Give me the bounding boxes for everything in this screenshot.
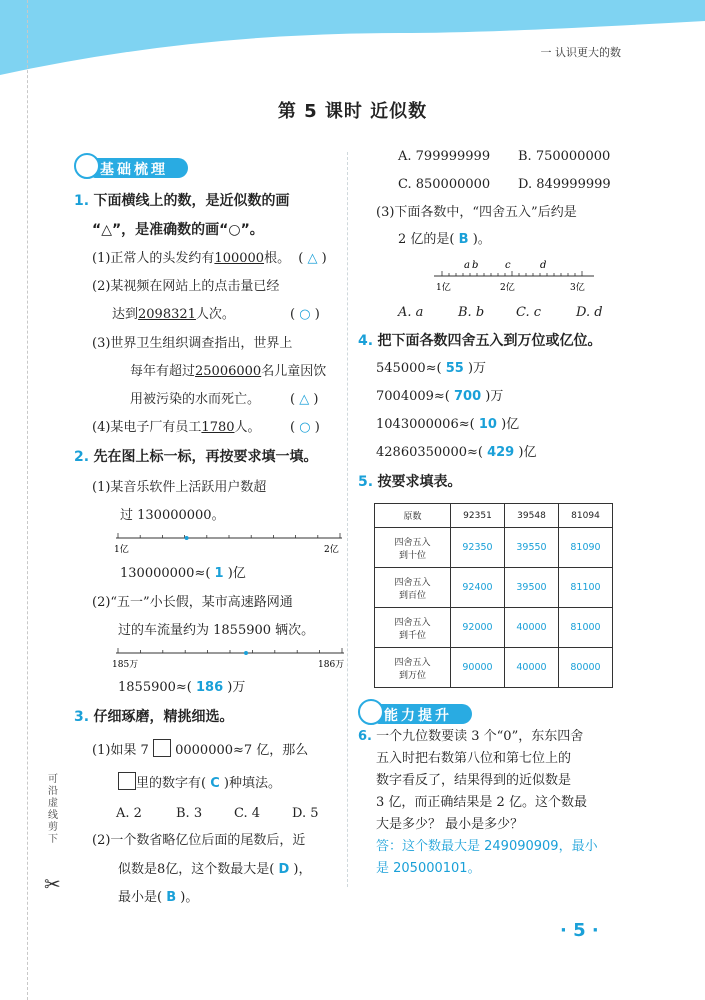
table-cell: 92000 <box>451 608 505 648</box>
row-label: 四舍五入 到万位 <box>375 648 451 688</box>
cut-instruction: 可沿虚线剪下 <box>48 774 58 845</box>
question-stem: 按要求填表。 <box>377 474 462 490</box>
question-text: 一个九位数要读 3 个“0”，东东四舍 <box>376 729 584 744</box>
answer: 10 <box>478 417 497 432</box>
option: A. a <box>398 305 424 320</box>
option: D. 849999999 <box>518 177 611 192</box>
question-stem: 把下面各数四舍五入到万位或亿位。 <box>377 333 602 349</box>
option: B. 750000000 <box>518 149 611 164</box>
answer-line: 1855900≈( 186 )万 <box>118 680 246 695</box>
table-header: 原数 <box>375 504 451 528</box>
sub-question: 过的车流量约为 1855900 辆次。 <box>118 623 315 638</box>
page-title: 第 5 课时 近似数 <box>277 101 428 122</box>
blank-box <box>153 739 171 757</box>
question-text: 五入时把右数第八位和第七位上的 <box>376 751 572 766</box>
option: A. 2 <box>116 806 142 821</box>
answer: ○ <box>299 420 311 435</box>
cut-line <box>27 0 28 1000</box>
question-number: 2. <box>74 449 90 465</box>
sub-question: (1)正常人的头发约有100000根。 ( △ ) <box>92 251 327 266</box>
nl-label: 3亿 <box>570 283 585 293</box>
answer-line: 545000≈( 55 )万 <box>376 361 487 376</box>
answer: ○ <box>299 307 311 322</box>
sub-question: 达到2098321人次。 ( ○ ) <box>112 307 320 322</box>
sub-question: (2)一个数省略亿位后面的尾数后，近 <box>92 833 306 848</box>
page-number: · 5 · <box>560 920 599 941</box>
table-row <box>375 528 613 568</box>
nl-label: 2亿 <box>500 283 515 293</box>
blank-box <box>118 772 136 790</box>
answer: B <box>166 890 177 905</box>
sub-question: (3)下面各数中，“四舍五入”后约是 <box>376 205 577 220</box>
question-number: 5. <box>358 474 374 490</box>
sub-question: 用被污染的水而死亡。 ( △ ) <box>130 392 319 407</box>
sub-question: (2)“五一”小长假，某市高速路网通 <box>92 595 293 610</box>
chapter-label: 一 认识更大的数 <box>540 46 621 59</box>
point-c: c <box>505 260 511 271</box>
sub-question: 似数是8亿，这个数最大是( D )， <box>118 862 312 877</box>
answer-text: 是 205000101。 <box>376 861 481 876</box>
table-row <box>375 568 613 608</box>
nl-label-right: 2亿 <box>324 545 339 554</box>
table-cell: 39500 <box>505 568 559 608</box>
table-cell: 81100 <box>559 568 613 608</box>
question-stem: 先在图上标一标，再按要求填一填。 <box>93 449 318 465</box>
question-text: 3 亿，而正确结果是 2 亿。这个数最 <box>376 795 587 810</box>
question-text: 大是多少？ 最小是多少？ <box>376 817 524 832</box>
answer: 186 <box>196 680 224 695</box>
section-badge-ability: 能力提升 <box>358 702 478 724</box>
number-line-1 <box>112 530 348 554</box>
table-header: 81094 <box>559 504 613 528</box>
answer-line: 1043000006≈( 10 )亿 <box>376 417 520 432</box>
answer: B <box>458 232 469 247</box>
section-badge-basic: 基础梳理 <box>74 156 194 178</box>
answer-text: 答：这个数最大是 249090909，最小 <box>376 839 598 854</box>
option: B. b <box>458 305 485 320</box>
table-cell: 40000 <box>505 608 559 648</box>
table-cell: 81000 <box>559 608 613 648</box>
option: C. 4 <box>234 806 261 821</box>
table-header: 92351 <box>451 504 505 528</box>
sub-question: (2)某视频在网站上的点击量已经 <box>92 279 280 294</box>
answer: 429 <box>487 445 515 460</box>
option: C. 850000000 <box>398 177 491 192</box>
answer-line: 42860350000≈( 429 )亿 <box>376 445 537 460</box>
sub-question: 每年有超过25006000名儿童因饮 <box>130 364 327 379</box>
answer: D <box>278 862 290 877</box>
sub-question: 里的数字有( C )种填法。 <box>118 772 281 793</box>
row-label: 四舍五入 到十位 <box>375 528 451 568</box>
sub-question: 2 亿的是( B )。 <box>398 232 491 247</box>
question-stem: 下面横线上的数，是近似数的画 <box>93 193 290 209</box>
answer: △ <box>307 251 318 266</box>
answer: 700 <box>454 389 482 404</box>
sub-question: (1)如果 7 0000000≈7 亿，那么 <box>92 739 308 760</box>
table-cell: 81090 <box>559 528 613 568</box>
question-number: 3. <box>74 709 90 725</box>
number-line-2 <box>112 645 352 669</box>
sub-question: 最小是( B )。 <box>118 890 199 905</box>
nl-label-right: 186万 <box>318 660 345 669</box>
marked-point <box>185 536 189 540</box>
table-cell: 40000 <box>505 648 559 688</box>
table-cell: 92350 <box>451 528 505 568</box>
table-cell: 80000 <box>559 648 613 688</box>
clock-icon <box>74 153 100 179</box>
row-label: 四舍五入 到千位 <box>375 608 451 648</box>
option: A. 799999999 <box>398 149 491 164</box>
sub-question: (4)某电子厂有员工1780人。 ( ○ ) <box>92 420 320 435</box>
question-number: 6. <box>358 729 372 744</box>
question-number: 4. <box>358 333 374 349</box>
option: B. 3 <box>176 806 203 821</box>
rounding-table <box>374 503 613 688</box>
scissors-icon: ✂ <box>44 872 61 896</box>
option: C. c <box>516 305 542 320</box>
sub-question: (3)世界卫生组织调查指出，世界上 <box>92 336 293 351</box>
answer: C <box>210 776 220 791</box>
question-number: 1. <box>74 193 90 209</box>
table-cell: 39550 <box>505 528 559 568</box>
table-row <box>375 648 613 688</box>
table-cell: 92400 <box>451 568 505 608</box>
answer-line: 130000000≈( 1 )亿 <box>120 566 246 581</box>
point-b: b <box>472 260 479 271</box>
marked-point <box>244 651 248 655</box>
clock-icon <box>358 699 384 725</box>
sub-question: 过 130000000。 <box>120 508 225 523</box>
point-d: d <box>540 260 547 271</box>
table-cell: 90000 <box>451 648 505 688</box>
number-line-3 <box>430 256 600 296</box>
nl-label: 1亿 <box>436 283 451 293</box>
answer: 55 <box>445 361 464 376</box>
answer: △ <box>299 392 310 407</box>
nl-label-left: 185万 <box>112 660 139 669</box>
option: D. 5 <box>292 806 319 821</box>
nl-label-left: 1亿 <box>114 545 129 554</box>
table-header-row <box>375 504 613 528</box>
table-row <box>375 608 613 648</box>
header-band <box>0 0 705 80</box>
sub-question: (1)某音乐软件上活跃用户数超 <box>92 480 267 495</box>
answer-line: 7004009≈( 700 )万 <box>376 389 504 404</box>
answer: 1 <box>214 566 224 581</box>
question-stem: “△”，是准确数的画“○”。 <box>92 222 264 238</box>
table-header: 39548 <box>505 504 559 528</box>
question-stem: 仔细琢磨，精挑细选。 <box>93 709 234 725</box>
option: D. d <box>576 305 603 320</box>
row-label: 四舍五入 到百位 <box>375 568 451 608</box>
point-a: a <box>464 260 470 271</box>
question-text: 数字看反了，结果得到的近似数是 <box>376 773 572 788</box>
column-divider <box>347 152 348 887</box>
